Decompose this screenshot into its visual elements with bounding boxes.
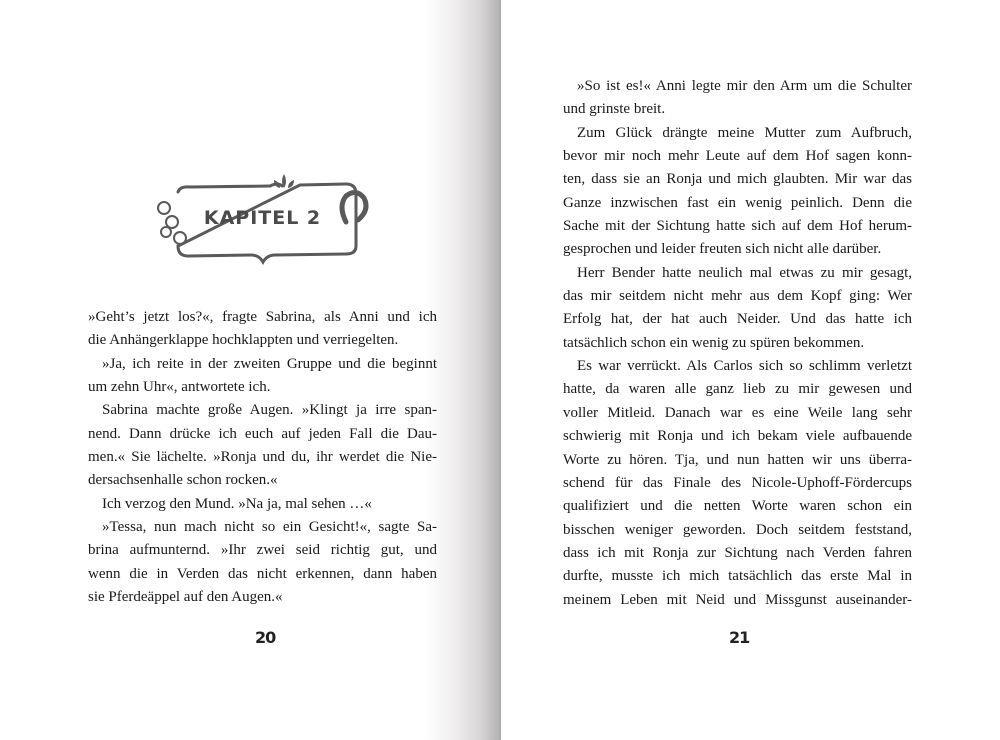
leaf-flourish-icon <box>274 174 294 188</box>
text-line: hatte, da waren alle ganz lieb zu mir gewesen und <box>563 381 912 398</box>
chapter-title: KAPITEL 2 <box>203 207 322 229</box>
text-line: »Tessa, nun mach nicht so ein Gesicht!«, sagte Sa- <box>102 519 437 536</box>
text-line: dass ich mit Ronja zur Sichtung nach Verden fahren <box>563 544 912 561</box>
text-line: men.« Sie lächelte. »Ronja und du, ihr werdet die Nie- <box>88 449 437 466</box>
text-line: Herr Bender hatte neulich mal etwas zu mir gesagt, <box>577 264 912 281</box>
text-line: um zehn Uhr«, antwortete ich. <box>88 379 271 396</box>
text-line: bevor mir noch mehr Leute auf dem Hof sagen konn- <box>563 148 912 165</box>
text-line: »So ist es!« Anni legte mir den Arm um die Schulter <box>577 78 912 94</box>
text-line: voller Mitleid. Danach war es eine Weile lang sehr <box>563 404 912 421</box>
text-line: Sache mit der Sichtung hatte sich auf dem Hof herum- <box>563 218 912 235</box>
text-line: »Geht’s jetzt los?«, fragte Sabrina, als Anni und ich <box>88 309 437 325</box>
text-line: dersachsenhalle schon rocken.« <box>88 472 278 489</box>
text-line: Worte zu hören. Tja, und nun hatten wir uns überra- <box>563 451 912 468</box>
text-line: sie Pferdeäppel auf den Augen.« <box>88 589 283 606</box>
text-line: gesprochen und leider freuten sich nicht alle darüber. <box>563 241 882 258</box>
page-number-left: 20 <box>255 628 276 647</box>
text-line: nend. Dann drücke ich euch auf jeden Fall die Dau- <box>88 425 437 442</box>
text-line: Ich verzog den Mund. »Na ja, mal sehen …« <box>102 495 372 512</box>
text-line: qualifiziert und die netten Worte waren schon ein <box>563 498 912 515</box>
text-line: tatsächlich schon ein wenig zu spüren bekommen. <box>563 334 865 351</box>
text-line: Es war verrückt. Als Carlos sich so schlimm verletzt <box>577 358 912 375</box>
text-line: die Anhängerklappe hochklappten und verriegelten. <box>88 332 399 349</box>
text-line: bisschen weniger geworden. Doch seitdem feststand, <box>563 521 912 538</box>
text-line: durfte, musste ich mich tatsächlich das erste Mal in <box>563 568 912 585</box>
text-line: meinem Leben mit Neid und Missgunst auseinander- <box>563 591 912 608</box>
page-number-right: 21 <box>729 628 750 647</box>
text-line: und grinste breit. <box>563 101 666 118</box>
text-line: »Ja, ich reite in der zweiten Gruppe und die beginnt <box>102 355 437 372</box>
right-page-body-text <box>563 75 912 612</box>
text-line: ten, dass sie an Ronja und mich glaubten. Mir war das <box>563 171 912 188</box>
text-line: brina aufmunternd. »Ihr zwei seid richtig gut, und <box>88 542 437 559</box>
text-line: Zum Glück drängte meine Mutter zum Aufbruch, <box>577 124 912 141</box>
left-page-body-text <box>88 306 437 609</box>
text-line: Sabrina machte große Augen. »Klingt ja irre span- <box>102 402 437 419</box>
text-line: schwierig mit Ronja und ich bekam viele aufbauende <box>563 428 912 445</box>
text-line: Ganze inzwischen fast ein wenig peinlich. Denn die <box>563 194 912 211</box>
right-page <box>501 0 1000 740</box>
text-line: wenn die in Verden das nicht erkennen, dann haben <box>88 565 437 582</box>
text-line: Erfolg hat, der hat auch Neider. Und das hatte ich <box>563 311 912 328</box>
text-line: das mir seitdem nicht mehr aus dem Kopf ging: Wer <box>563 288 912 305</box>
text-line: schend für das Finale des Nicole-Uphoff-Fördercups <box>563 474 912 491</box>
